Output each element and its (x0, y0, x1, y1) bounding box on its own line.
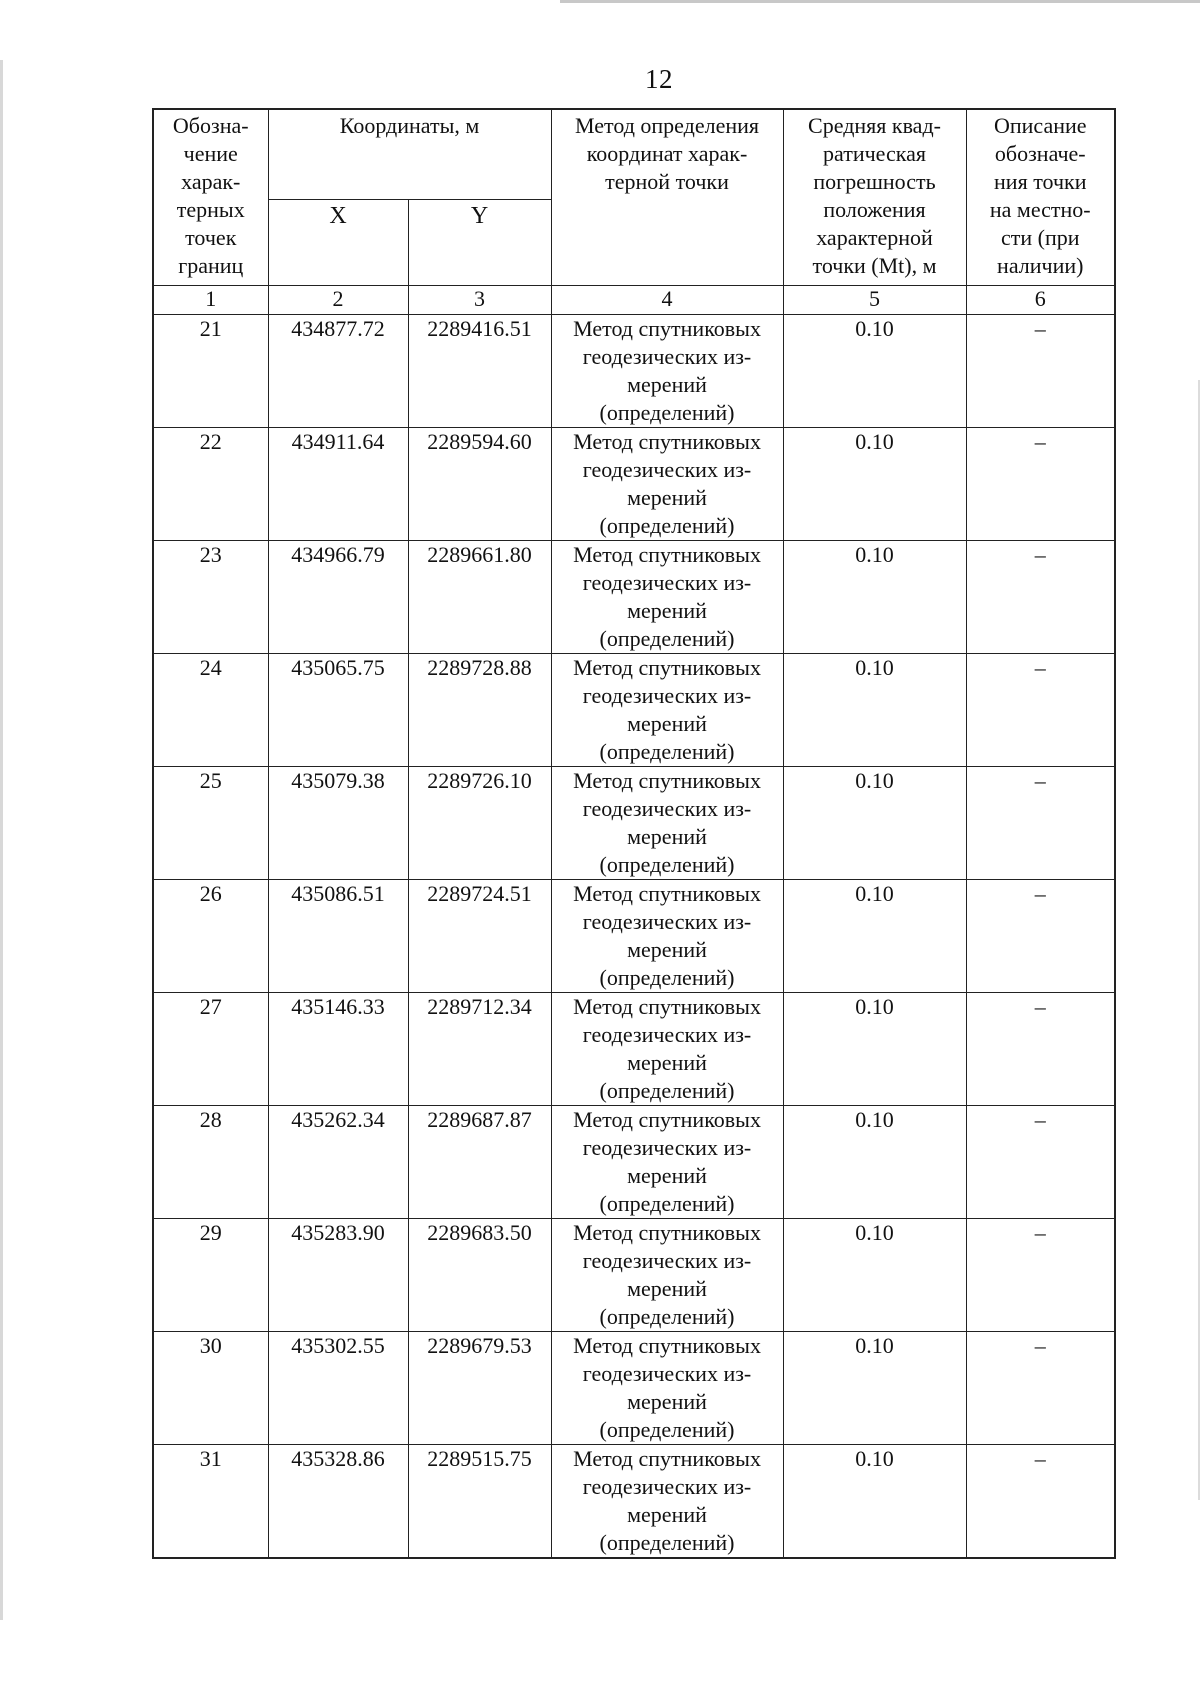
method-cell (551, 766, 783, 879)
method-line: Метод спутниковых (573, 993, 761, 1019)
mt-accuracy-cell: 0.10 (783, 427, 966, 540)
y-coordinate-cell: 2289661.80 (408, 540, 551, 653)
point-number-cell: 21 (153, 314, 268, 427)
point-number-cell: 25 (153, 766, 268, 879)
method-line: мерений (627, 823, 707, 849)
description-cell: – (966, 1444, 1115, 1558)
x-coordinate-cell: 435086.51 (268, 879, 408, 992)
method-line: геодезических из- (582, 1247, 752, 1273)
table-body (153, 314, 1115, 1558)
description-cell: – (966, 1331, 1115, 1444)
method-line: геодезических из- (582, 908, 752, 934)
method-line: мерений (627, 371, 707, 397)
table-row (153, 427, 1115, 540)
method-line: геодезических из- (582, 1134, 752, 1160)
table-row (153, 766, 1115, 879)
description-cell: – (966, 992, 1115, 1105)
method-line: геодезических из- (582, 1021, 752, 1047)
point-number-cell: 29 (153, 1218, 268, 1331)
table-row (153, 314, 1115, 427)
page-number: 12 (645, 64, 673, 94)
description-cell: – (966, 1105, 1115, 1218)
x-coordinate-cell: 435328.86 (268, 1444, 408, 1558)
method-line: (определений) (599, 512, 735, 538)
x-coordinate-cell: 435302.55 (268, 1331, 408, 1444)
mt-accuracy-cell: 0.10 (783, 1444, 966, 1558)
table-row (153, 1218, 1115, 1331)
method-cell (551, 1105, 783, 1218)
method-line: Метод спутниковых (573, 315, 761, 341)
x-coordinate-cell: 435146.33 (268, 992, 408, 1105)
method-line: мерений (627, 1162, 707, 1188)
method-line: (определений) (599, 625, 735, 651)
x-coordinate-cell: 435065.75 (268, 653, 408, 766)
y-coordinate-cell: 2289416.51 (408, 314, 551, 427)
method-line: Метод спутниковых (573, 541, 761, 567)
point-number-cell: 24 (153, 653, 268, 766)
column-number: 4 (551, 285, 783, 314)
x-coordinate-cell: 435262.34 (268, 1105, 408, 1218)
method-line: геодезических из- (582, 682, 752, 708)
method-line: мерений (627, 1388, 707, 1414)
point-number-cell: 26 (153, 879, 268, 992)
y-coordinate-cell: 2289594.60 (408, 427, 551, 540)
x-coordinate-cell: 434911.64 (268, 427, 408, 540)
method-line: Метод спутниковых (573, 767, 761, 793)
method-line: мерений (627, 710, 707, 736)
table-row (153, 1444, 1115, 1558)
method-line: Метод спутниковых (573, 654, 761, 680)
table-row (153, 879, 1115, 992)
method-line: геодезических из- (582, 1360, 752, 1386)
method-cell (551, 992, 783, 1105)
mt-accuracy-cell: 0.10 (783, 314, 966, 427)
coordinates-table (152, 108, 1116, 1559)
description-cell: – (966, 653, 1115, 766)
x-coordinate-cell: 435283.90 (268, 1218, 408, 1331)
mt-accuracy-cell: 0.10 (783, 992, 966, 1105)
point-number-cell: 23 (153, 540, 268, 653)
y-coordinate-cell: 2289724.51 (408, 879, 551, 992)
method-line: мерений (627, 1049, 707, 1075)
mt-accuracy-cell: 0.10 (783, 879, 966, 992)
x-coordinate-cell: 434877.72 (268, 314, 408, 427)
method-line: (определений) (599, 851, 735, 877)
column-number: 2 (268, 285, 408, 314)
method-line: (определений) (599, 1190, 735, 1216)
header-accuracy: Средняя квад- ратическая погрешность положения характерной точки (Mt), м (783, 109, 966, 285)
description-cell: – (966, 540, 1115, 653)
method-line: геодезических из- (582, 1473, 752, 1499)
method-line: Метод спутниковых (573, 1106, 761, 1132)
y-coordinate-cell: 2289728.88 (408, 653, 551, 766)
method-line: (определений) (599, 1529, 735, 1555)
method-line: геодезических из- (582, 569, 752, 595)
mt-accuracy-cell: 0.10 (783, 540, 966, 653)
method-line: мерений (627, 597, 707, 623)
description-cell: – (966, 766, 1115, 879)
method-cell (551, 653, 783, 766)
column-number: 6 (966, 285, 1115, 314)
table-row (153, 1105, 1115, 1218)
method-cell (551, 1218, 783, 1331)
mt-accuracy-cell: 0.10 (783, 653, 966, 766)
scan-left-edge (0, 60, 3, 1620)
y-coordinate-cell: 2289687.87 (408, 1105, 551, 1218)
y-coordinate-cell: 2289712.34 (408, 992, 551, 1105)
x-coordinate-cell: 434966.79 (268, 540, 408, 653)
mt-accuracy-cell: 0.10 (783, 1331, 966, 1444)
mt-accuracy-cell: 0.10 (783, 1218, 966, 1331)
method-line: Метод спутниковых (573, 1332, 761, 1358)
header-y: Y (408, 199, 551, 285)
method-line: (определений) (599, 399, 735, 425)
table-row (153, 540, 1115, 653)
method-line: Метод спутниковых (573, 880, 761, 906)
scan-top-rule (560, 0, 1200, 3)
method-line: (определений) (599, 1303, 735, 1329)
method-line: Метод спутниковых (573, 1219, 761, 1245)
y-coordinate-cell: 2289679.53 (408, 1331, 551, 1444)
column-number-row (153, 285, 1115, 314)
method-line: геодезических из- (582, 456, 752, 482)
method-cell (551, 1331, 783, 1444)
point-number-cell: 27 (153, 992, 268, 1105)
point-number-cell: 30 (153, 1331, 268, 1444)
method-line: (определений) (599, 964, 735, 990)
header-x: X (268, 199, 408, 285)
method-line: мерений (627, 484, 707, 510)
method-line: (определений) (599, 1077, 735, 1103)
column-number: 1 (153, 285, 268, 314)
mt-accuracy-cell: 0.10 (783, 1105, 966, 1218)
method-line: Метод спутниковых (573, 1445, 761, 1471)
method-line: мерений (627, 936, 707, 962)
y-coordinate-cell: 2289515.75 (408, 1444, 551, 1558)
point-number-cell: 28 (153, 1105, 268, 1218)
column-number: 3 (408, 285, 551, 314)
header-method: Метод определения координат харак- терной точки (551, 109, 783, 285)
mt-accuracy-cell: 0.10 (783, 766, 966, 879)
y-coordinate-cell: 2289683.50 (408, 1218, 551, 1331)
description-cell: – (966, 427, 1115, 540)
method-cell (551, 427, 783, 540)
method-line: геодезических из- (582, 343, 752, 369)
header-designation: Обозна- чение харак- терных точек границ (153, 109, 268, 285)
method-line: геодезических из- (582, 795, 752, 821)
method-line: мерений (627, 1501, 707, 1527)
table-row (153, 1331, 1115, 1444)
table-header (153, 109, 1115, 314)
method-cell (551, 540, 783, 653)
x-coordinate-cell: 435079.38 (268, 766, 408, 879)
method-line: Метод спутниковых (573, 428, 761, 454)
point-number-cell: 22 (153, 427, 268, 540)
table-row (153, 653, 1115, 766)
method-line: (определений) (599, 738, 735, 764)
point-number-cell: 31 (153, 1444, 268, 1558)
header-description: Описание обозначе- ния точки на местно- сти (при наличии) (966, 109, 1115, 285)
method-line: (определений) (599, 1416, 735, 1442)
description-cell: – (966, 879, 1115, 992)
column-number: 5 (783, 285, 966, 314)
method-cell (551, 314, 783, 427)
y-coordinate-cell: 2289726.10 (408, 766, 551, 879)
method-cell (551, 879, 783, 992)
description-cell: – (966, 1218, 1115, 1331)
method-cell (551, 1444, 783, 1558)
header-coordinates: Координаты, м (268, 109, 551, 199)
description-cell: – (966, 314, 1115, 427)
table-row (153, 992, 1115, 1105)
method-line: мерений (627, 1275, 707, 1301)
